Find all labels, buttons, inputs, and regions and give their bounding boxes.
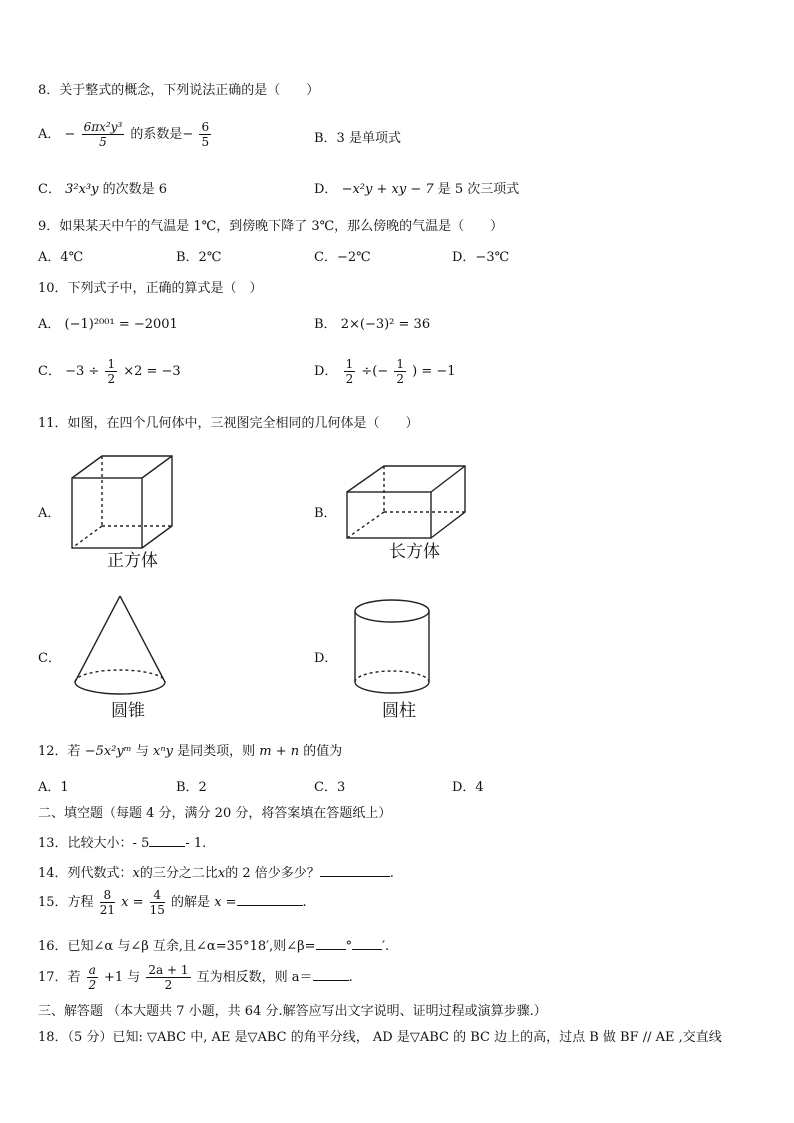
q10-b-expr: 2×(−3)² = 36 [340, 317, 431, 332]
q15-num: 8 [100, 889, 115, 903]
q9-option-a: A．4℃ [38, 250, 84, 265]
q10-d-label: D． [314, 364, 338, 379]
q16-text: 16．已知∠α 与∠β 互余,且∠α=35°18′,则∠β= [38, 939, 316, 954]
q8-a-label: A． [38, 127, 61, 142]
cone-caption: 圆锥 [111, 701, 145, 721]
q14-post: . [389, 866, 394, 881]
q14-mid: 的三分之二比 [139, 866, 218, 881]
q8-a-neg: − [64, 127, 76, 142]
q16-min: ′. [382, 939, 390, 954]
q10-option-d [314, 358, 456, 385]
q15-num2: 4 [150, 889, 165, 903]
q9-option-d: D．−3℃ [452, 250, 510, 265]
q13-pre: 13．比较大小：- 5 [38, 836, 150, 851]
cuboid-figure [344, 464, 468, 540]
q10-c-den: 2 [107, 372, 116, 386]
q10-option-b [314, 318, 430, 331]
q8-a-numerator: 6πx²y³ [83, 120, 123, 134]
q10-d-den: 2 [345, 372, 354, 386]
q9-option-c: C．−2℃ [314, 250, 371, 265]
q11-option-b-label: B． [314, 506, 337, 521]
cylinder-caption: 圆柱 [382, 701, 416, 721]
q10-b-label: B． [314, 317, 337, 332]
q10-a-label: A． [38, 317, 61, 332]
cylinder-figure [352, 598, 432, 698]
q15-post: . [302, 895, 307, 910]
q10-c-post: ×2 = −3 [123, 364, 181, 379]
q12-option-b: B．2 [176, 780, 207, 795]
section-solve-heading: 三、解答题 （本大题共 7 小题，共 64 分.解答应写出文字说明、证明过程或演算步骤.） [38, 1004, 547, 1019]
q13 [38, 834, 206, 850]
q16 [38, 937, 389, 953]
q13-answer-blank[interactable] [149, 834, 185, 847]
q15-x2: x = [214, 895, 237, 910]
q12-expr2: xⁿy [153, 744, 173, 759]
q17-den: 2 [88, 978, 97, 992]
q10-d-num2: 1 [396, 357, 404, 371]
q12-expr1: −5x²yᵐ [84, 744, 132, 759]
q10-c-label: C． [38, 364, 61, 379]
q8-option-c [38, 183, 167, 196]
q9-stem: 9．如果某天中午的气温是 1℃，到傍晚下降了 3℃，那么傍晚的气温是（ ） [38, 219, 504, 234]
q8-option-a [38, 121, 213, 148]
q8-a-num2: 6 [201, 120, 210, 134]
q12-mid2: 是同类项，则 [177, 744, 256, 759]
q17-mid: 互为相反数，则 a＝ [196, 970, 313, 985]
q14-pre: 14．列代数式： [38, 866, 133, 881]
q12-option-c: C．3 [314, 780, 346, 795]
q12-mid: 与 [135, 744, 149, 759]
q16-deg: ° [345, 939, 353, 954]
q17 [38, 964, 353, 991]
q11-option-a-label: A． [38, 506, 61, 521]
q14-x2: x [217, 866, 226, 881]
q12-post: 的值为 [303, 744, 343, 759]
q10-d-den2: 2 [396, 372, 404, 386]
q8-a-denominator: 5 [99, 135, 107, 149]
q10-option-c [38, 358, 181, 385]
q8-a-mid: 的系数是− [130, 127, 194, 142]
q12-stem [38, 745, 342, 758]
q11-stem: 11．如图，在四个几何体中，三视图完全相同的几何体是（ ） [38, 416, 419, 431]
q8-a-den2: 5 [201, 135, 210, 149]
q10-c-num: 1 [107, 357, 116, 371]
q8-d-label: D． [314, 182, 338, 197]
q17-den2: 2 [164, 978, 173, 992]
cuboid-caption: 长方体 [389, 542, 440, 562]
q10-c-pre: −3 ÷ [65, 364, 100, 379]
q10-stem: 10．下列式子中，正确的算式是（ ） [38, 281, 263, 296]
q16-minute-blank[interactable] [352, 937, 382, 950]
q9-option-b: B．2℃ [176, 250, 222, 265]
q14 [38, 864, 394, 880]
q8-d-text: 是 5 次三项式 [437, 182, 520, 197]
q8-d-expr: −x²y + xy − 7 [341, 182, 434, 197]
q15-pre: 15．方程 [38, 895, 94, 910]
q11-option-d-label: D． [314, 651, 338, 666]
q16-degree-blank[interactable] [316, 937, 346, 950]
q12-option-d: D．4 [452, 780, 484, 795]
q17-pre: 17．若 [38, 970, 81, 985]
q12-expr3: m + n [259, 744, 300, 759]
q17-plus: +1 与 [103, 970, 141, 985]
q8-stem: 8．关于整式的概念，下列说法正确的是（ ） [38, 83, 320, 98]
section-fill-in-heading: 二、填空题（每题 4 分，满分 20 分，将答案填在答题纸上） [38, 806, 392, 821]
q17-num: a [88, 963, 96, 977]
cube-caption: 正方体 [107, 551, 158, 571]
q15-den2: 15 [149, 903, 165, 917]
q14-x1: x [132, 866, 140, 881]
q8-c-expr: 3²x³y [65, 182, 99, 197]
q15-mid: 的解是 [171, 895, 211, 910]
q15-x: x = [121, 895, 144, 910]
cube-figure [68, 452, 178, 550]
q10-d-post: ) = −1 [412, 364, 456, 379]
q15-den: 21 [99, 903, 115, 917]
q15-answer-blank[interactable] [237, 893, 303, 906]
q18: 18．（5 分）已知: ▽ABC 中, AE 是▽ABC 的角平分线， AD 是▽ABC 的 BC 边上的高，过点 B 做 BF // AE ,交直线 [38, 1030, 722, 1045]
q10-a-expr: (−1)²⁰⁰¹ = −2001 [64, 317, 178, 332]
q15 [38, 889, 307, 916]
q10-option-a [38, 318, 178, 331]
q8-option-d [314, 183, 519, 196]
q8-option-b: B．3 是单项式 [314, 131, 401, 146]
q17-num2: 2a + 1 [148, 963, 189, 977]
q10-d-mid: ÷(− [361, 364, 389, 379]
q12-option-a: A．1 [38, 780, 69, 795]
q14-mid2: 的 2 倍少多少？ [225, 866, 320, 881]
q14-answer-blank[interactable] [320, 864, 390, 877]
q10-d-num: 1 [345, 357, 354, 371]
q12-pre: 12．若 [38, 744, 81, 759]
q11-option-c-label: C． [38, 651, 61, 666]
q17-post: . [348, 970, 353, 985]
q13-post: - 1. [185, 836, 207, 851]
q8-c-label: C． [38, 182, 61, 197]
cone-figure [72, 594, 168, 696]
q8-c-text: 的次数是 6 [102, 182, 168, 197]
q17-answer-blank[interactable] [313, 968, 349, 981]
